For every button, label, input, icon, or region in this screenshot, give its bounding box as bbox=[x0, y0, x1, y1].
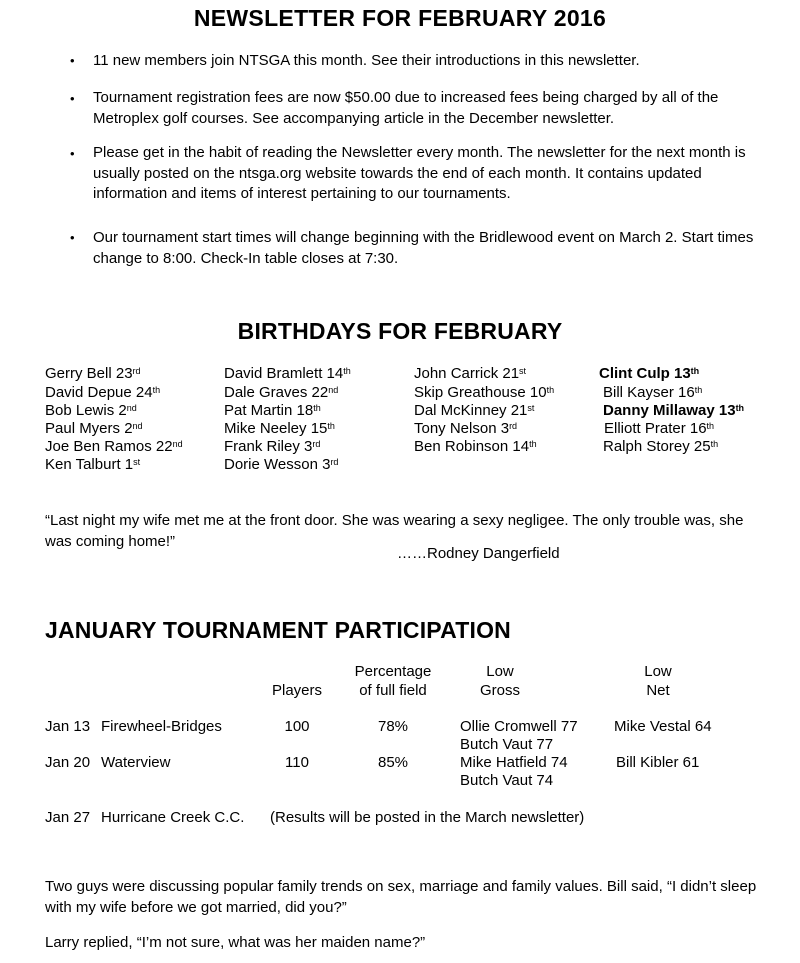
birthday-name: Clint Culp 13 bbox=[599, 365, 691, 382]
birthday-name: Bob Lewis 2 bbox=[45, 402, 127, 419]
row-low-net: Bill Kibler 61 bbox=[616, 754, 700, 771]
dangerfield-quote: “Last night my wife met me at the front door. She was wearing a sexy negligee. The only trouble was, she was coming home!” bbox=[45, 512, 744, 550]
ordinal-suffix: rd bbox=[330, 457, 339, 467]
birthday-entry bbox=[414, 420, 517, 438]
birthday-entry bbox=[603, 402, 744, 420]
row-low-gross-tie: Butch Vaut 77 bbox=[460, 736, 554, 753]
birthday-name: Gerry Bell 23 bbox=[45, 365, 133, 382]
birthday-name: Dal McKinney 21 bbox=[414, 402, 528, 419]
pending-course: Hurricane Creek C.C. bbox=[101, 809, 245, 826]
row-date: Jan 20 bbox=[45, 754, 91, 771]
bullet-marker: • bbox=[70, 53, 75, 68]
ordinal-suffix: nd bbox=[328, 385, 339, 395]
birthday-entry bbox=[414, 402, 534, 420]
birthday-name: Mike Neeley 15 bbox=[224, 420, 328, 437]
birthday-entry bbox=[224, 384, 338, 402]
birthday-entry bbox=[45, 438, 183, 456]
header-percentage-line2: of full field bbox=[359, 682, 427, 699]
news-bullet-1: 11 new members join NTSGA this month. See their introductions in this newsletter. bbox=[93, 52, 640, 69]
birthday-name: David Bramlett 14 bbox=[224, 365, 344, 382]
birthday-entry bbox=[45, 384, 160, 402]
birthday-name: Bill Kayser 16 bbox=[603, 384, 695, 401]
ordinal-suffix: th bbox=[694, 385, 703, 395]
header-low-net-line2: Net bbox=[646, 682, 670, 699]
birthday-name: Joe Ben Ramos 22 bbox=[45, 438, 173, 455]
birthday-entry bbox=[45, 420, 143, 438]
birthday-name: Danny Millaway 13 bbox=[603, 402, 736, 419]
birthday-name: David Depue 24 bbox=[45, 384, 153, 401]
pending-note: (Results will be posted in the March newsletter) bbox=[270, 809, 585, 826]
ordinal-suffix: st bbox=[519, 366, 527, 376]
row-low-net: Mike Vestal 64 bbox=[614, 718, 712, 735]
birthday-name: Pat Martin 18 bbox=[224, 402, 314, 419]
birthday-name: Ralph Storey 25 bbox=[603, 438, 711, 455]
birthday-name: Frank Riley 3 bbox=[224, 438, 313, 455]
quote-attribution: ……Rodney Dangerfield bbox=[397, 545, 560, 562]
birthday-name: Ken Talburt 1 bbox=[45, 456, 134, 473]
ordinal-suffix: th bbox=[327, 421, 335, 431]
ordinal-suffix: th bbox=[313, 403, 321, 413]
ordinal-suffix: rd bbox=[509, 421, 518, 431]
birthday-entry bbox=[603, 438, 718, 456]
ordinal-suffix: nd bbox=[132, 421, 143, 431]
newsletter-title: NEWSLETTER FOR FEBRUARY 2016 bbox=[193, 5, 607, 31]
birthday-name: Dale Graves 22 bbox=[224, 384, 329, 401]
birthday-entry bbox=[414, 384, 554, 402]
joke-punchline: Larry replied, “I’m not sure, what was her maiden name?” bbox=[45, 934, 426, 951]
row-percentage: 78% bbox=[377, 718, 409, 735]
ordinal-suffix: th bbox=[735, 403, 745, 413]
birthday-entry bbox=[224, 365, 351, 383]
row-course: Firewheel-Bridges bbox=[101, 718, 222, 735]
participation-heading: JANUARY TOURNAMENT PARTICIPATION bbox=[45, 617, 511, 643]
row-players: 110 bbox=[285, 754, 309, 771]
birthday-name: Tony Nelson 3 bbox=[414, 420, 510, 437]
ordinal-suffix: st bbox=[133, 457, 141, 467]
bullet-marker: • bbox=[70, 146, 75, 161]
birthday-name: Dorie Wesson 3 bbox=[224, 456, 331, 473]
bullet-marker: • bbox=[70, 91, 75, 106]
row-percentage: 85% bbox=[377, 754, 409, 771]
ordinal-suffix: th bbox=[690, 366, 700, 376]
row-low-gross: Ollie Cromwell 77 bbox=[460, 718, 578, 735]
birthday-entry bbox=[45, 456, 140, 474]
news-bullet-2: Tournament registration fees are now $50.00 due to increased fees being charged by all of the Metroplex golf courses. See accompanying article in the December newsletter. bbox=[93, 89, 719, 127]
birthday-entry bbox=[599, 365, 699, 383]
birthday-entry bbox=[224, 438, 320, 456]
birthday-name: John Carrick 21 bbox=[414, 365, 520, 382]
birthday-entry bbox=[224, 402, 321, 420]
header-low-net-line1: Low bbox=[644, 663, 672, 680]
ordinal-suffix: th bbox=[546, 385, 555, 395]
pending-date: Jan 27 bbox=[45, 809, 91, 826]
birthday-entry bbox=[224, 456, 338, 474]
ordinal-suffix: rd bbox=[312, 439, 321, 449]
ordinal-suffix: rd bbox=[132, 366, 141, 376]
row-low-gross: Mike Hatfield 74 bbox=[460, 754, 568, 771]
birthday-entry bbox=[414, 438, 537, 456]
birthday-entry bbox=[414, 365, 526, 383]
ordinal-suffix: nd bbox=[126, 403, 137, 413]
birthday-name: Elliott Prater 16 bbox=[604, 420, 707, 437]
joke-setup: Two guys were discussing popular family trends on sex, marriage and family values. Bill said, “I didn’t sleep with my wife before we got married, did you?” bbox=[45, 878, 757, 916]
ordinal-suffix: th bbox=[706, 421, 715, 431]
header-low-gross-line2: Gross bbox=[479, 682, 520, 699]
ordinal-suffix: th bbox=[152, 385, 161, 395]
birthday-entry bbox=[604, 420, 714, 438]
birthday-entry bbox=[45, 365, 141, 383]
header-low-gross-line1: Low bbox=[486, 663, 514, 680]
ordinal-suffix: th bbox=[343, 366, 351, 376]
birthday-entry bbox=[45, 402, 137, 420]
ordinal-suffix: nd bbox=[172, 439, 183, 449]
news-bullet-4: Our tournament start times will change beginning with the Bridlewood event on March 2. Start times change to 8:00. Check-In table closes at 7:30. bbox=[93, 229, 754, 267]
birthday-entry bbox=[224, 420, 335, 438]
bullet-marker: • bbox=[70, 230, 75, 245]
birthday-name: Paul Myers 2 bbox=[45, 420, 133, 437]
header-percentage-line1: Percentage bbox=[354, 663, 432, 680]
row-players: 100 bbox=[284, 718, 310, 735]
birthday-entry bbox=[603, 384, 702, 402]
ordinal-suffix: th bbox=[529, 439, 537, 449]
news-bullet-3: Please get in the habit of reading the Newsletter every month. The newsletter for the next month is usually posted on the ntsga.org website towards the end of each month. It contains updated information and items of interest pertaining to our tournaments. bbox=[93, 144, 746, 202]
birthday-name: Skip Greathouse 10 bbox=[414, 384, 547, 401]
row-course: Waterview bbox=[101, 754, 171, 771]
ordinal-suffix: st bbox=[527, 403, 535, 413]
header-players: Players bbox=[271, 682, 323, 699]
row-low-gross-tie: Butch Vaut 74 bbox=[460, 772, 554, 789]
ordinal-suffix: th bbox=[710, 439, 719, 449]
row-date: Jan 13 bbox=[45, 718, 91, 735]
birthdays-heading: BIRTHDAYS FOR FEBRUARY bbox=[237, 318, 563, 344]
birthday-name: Ben Robinson 14 bbox=[414, 438, 530, 455]
